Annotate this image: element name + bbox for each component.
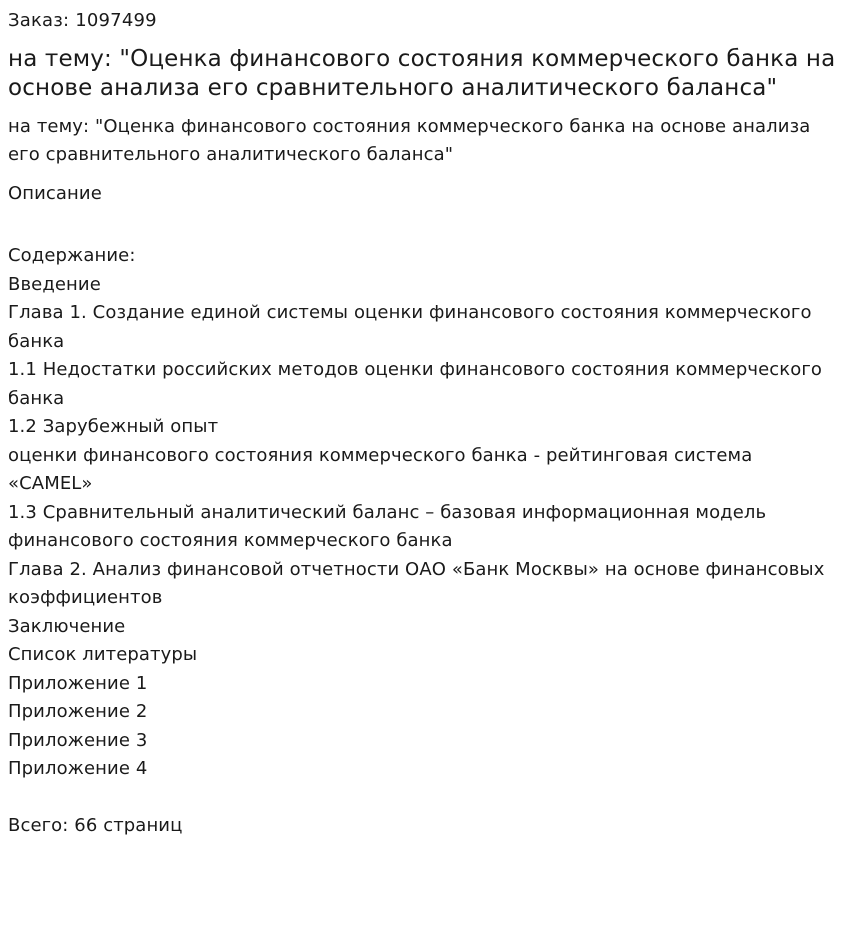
order-number: Заказ: 1097499: [8, 10, 157, 31]
toc-item-section-1-3: 1.3 Сравнительный аналитический баланс – базовая информационная модель финансового состояния коммерческого банка: [8, 501, 767, 551]
toc-item-appendix-1: Приложение 1: [8, 672, 148, 694]
document-subtitle: на тему: "Оценка финансового состояния коммерческого банка на основе анализа его сравнительного аналитического баланса": [8, 116, 811, 165]
toc-item-appendix-2: Приложение 2: [8, 701, 148, 722]
toc-item-section-1-1: 1.1 Недостатки российских методов оценки финансового состояния коммерческого банка: [8, 359, 823, 409]
toc-item-section-1-2: 1.2 Зарубежный опыт: [8, 416, 219, 437]
toc-item-chapter-1: Глава 1. Создание единой системы оценки финансового состояния коммерческого банка: [8, 302, 812, 352]
toc-item-appendix-4: Приложение 4: [8, 758, 148, 779]
toc-item-conclusion: Заключение: [8, 615, 126, 637]
toc-item-chapter-2: Глава 2. Анализ финансовой отчетности ОАО «Банк Москвы» на основе финансовых коэффициентов: [8, 558, 825, 608]
document-title: на тему: "Оценка финансового состояния коммерческого банка на основе анализа его сравнительного аналитического баланса": [8, 46, 836, 101]
description-heading: Описание: [8, 183, 102, 204]
page-count: Всего: 66 страниц: [8, 814, 183, 836]
toc-heading: Содержание:: [8, 245, 136, 266]
toc-item-appendix-3: Приложение 3: [8, 729, 148, 751]
toc-item-references: Список литературы: [8, 644, 198, 665]
toc-item-section-1-2-continued: оценки финансового состояния коммерческого банка - рейтинговая система «CAMEL»: [8, 444, 753, 494]
table-of-contents: [8, 242, 839, 784]
toc-item-introduction: Введение: [8, 273, 101, 295]
